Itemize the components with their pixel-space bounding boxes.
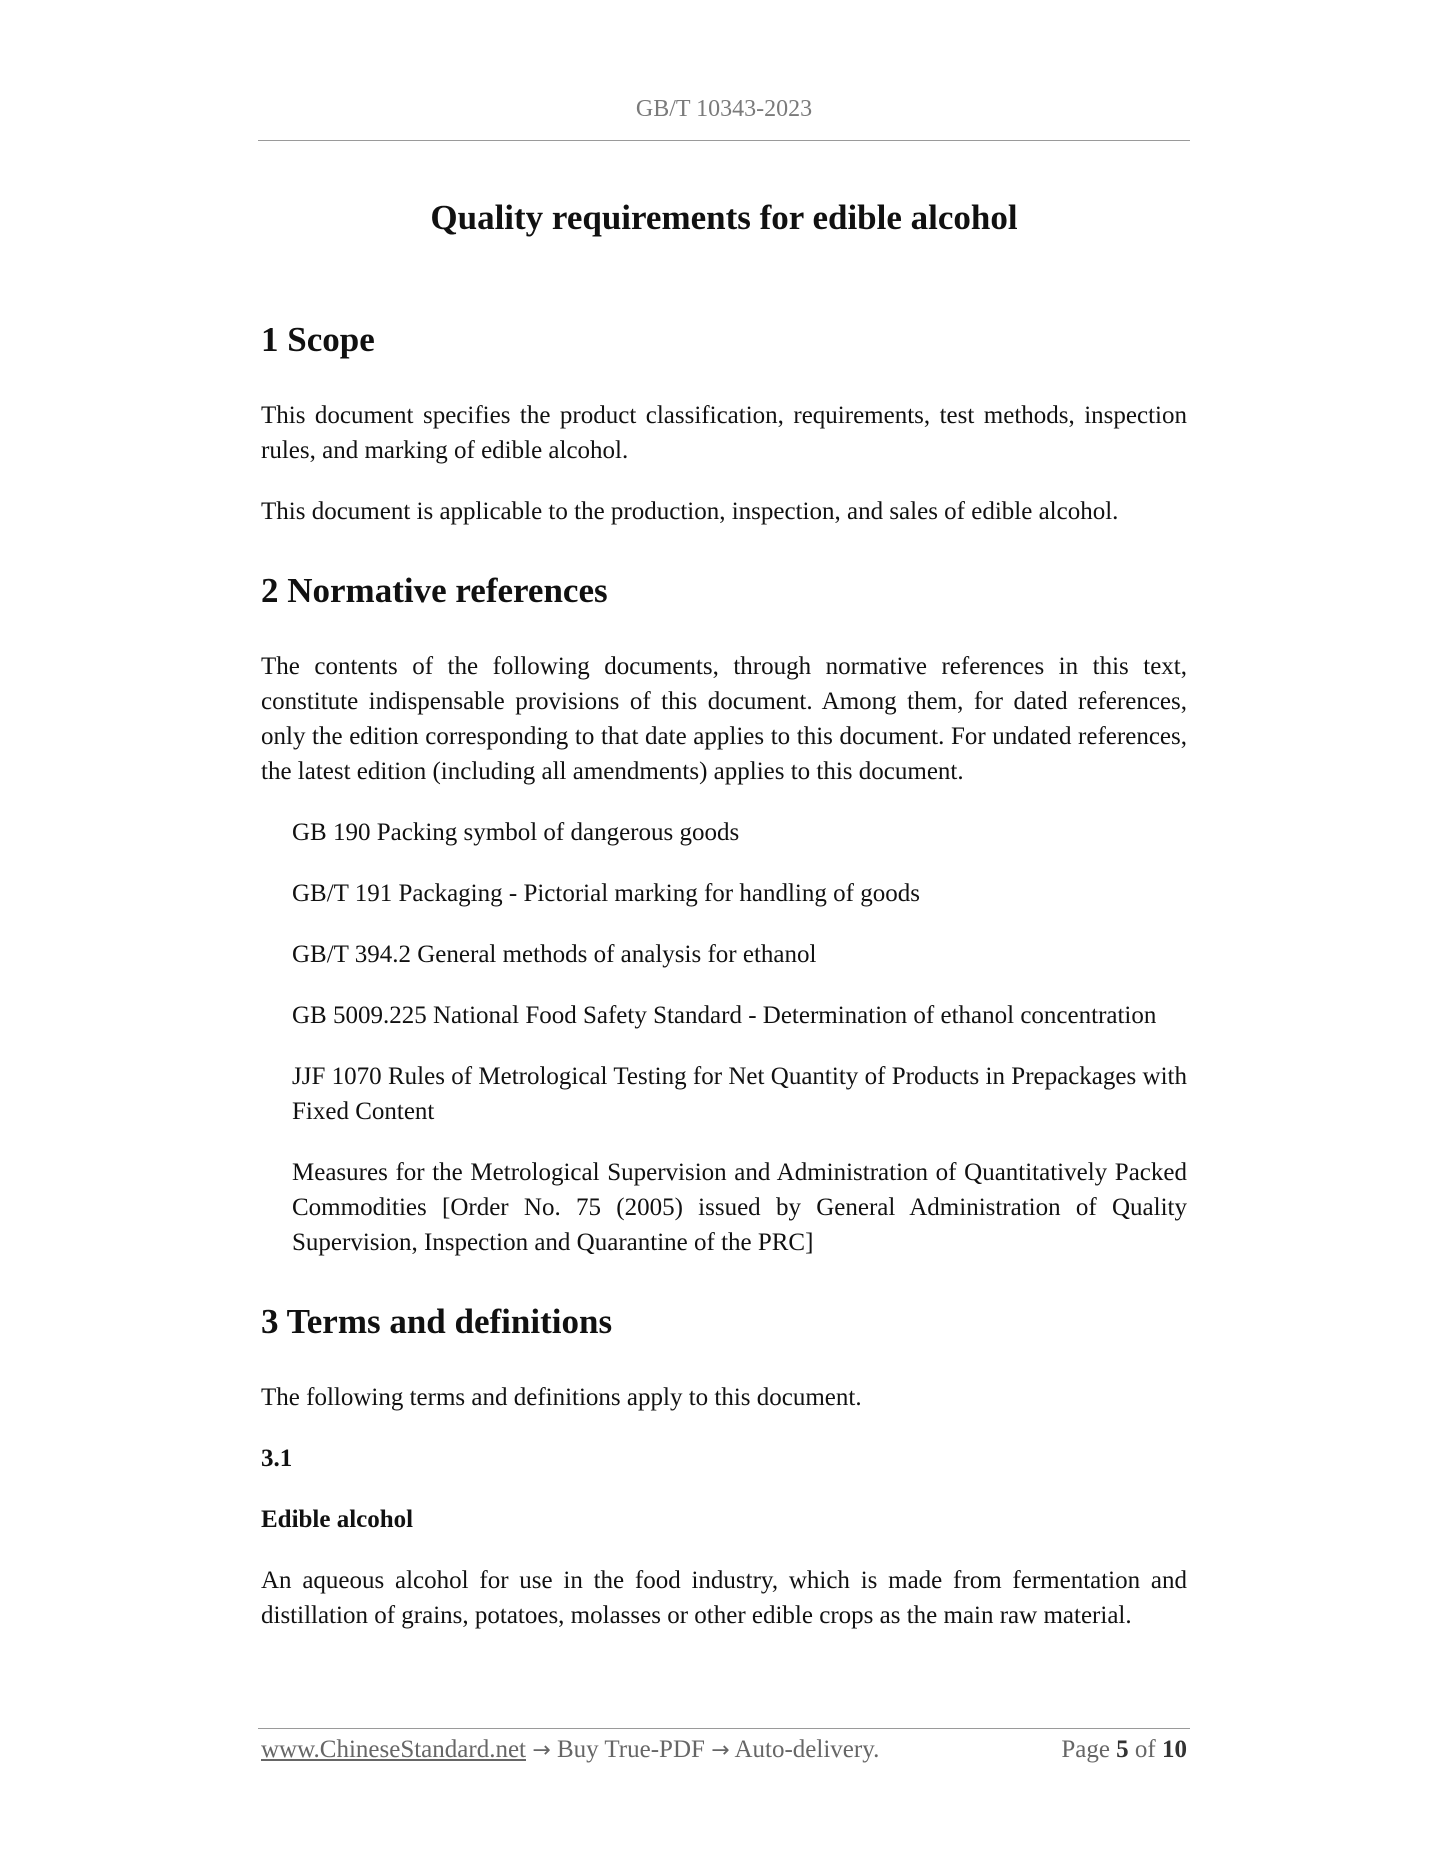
footer-divider: [258, 1728, 1190, 1729]
header-standard-code: GB/T 10343-2023: [635, 96, 813, 122]
term-name: Edible alcohol: [261, 1506, 414, 1533]
reference-item: GB 190 Packing symbol of dangerous goods: [292, 819, 740, 846]
section-heading-terms-definitions: 3 Terms and definitions: [261, 1302, 613, 1341]
page-label: Page: [1061, 1736, 1110, 1763]
reference-item: GB/T 394.2 General methods of analysis for ethanol: [292, 941, 817, 968]
document-title: Quality requirements for edible alcohol: [430, 198, 1018, 237]
scope-paragraph: This document specifies the product classification, requirements, test methods, inspection rules, and marking of edible alcohol.: [261, 402, 1187, 464]
reference-item: JJF 1070 Rules of Metrological Testing for Net Quantity of Products in Prepackages with Fixed Content: [292, 1063, 1187, 1125]
footer-promo: [261, 1732, 879, 1769]
website-link[interactable]: www.ChineseStandard.net: [261, 1736, 526, 1763]
terms-intro-paragraph: The following terms and definitions apply to this document.: [261, 1384, 862, 1411]
reference-item: GB/T 191 Packaging - Pictorial marking for handling of goods: [292, 880, 920, 907]
section-heading-scope: 1 Scope: [261, 320, 375, 359]
total-pages-number: 10: [1162, 1736, 1187, 1763]
section-heading-normative-references: 2 Normative references: [261, 571, 608, 610]
term-number: 3.1: [261, 1445, 293, 1472]
arrow-right-icon: →: [532, 1738, 551, 1763]
header-divider: [258, 140, 1190, 141]
page-content: [261, 196, 1187, 1659]
reference-item: Measures for the Metrological Supervision and Administration of Quantitatively Packed Commodities [Order No. 75 (2005) issued by General Administration of Quality Supervision, Inspection and Quarantine of the PRC]: [292, 1159, 1187, 1256]
normative-intro-paragraph: The contents of the following documents, through normative references in this text, constitute indispensable provisions of this document. Among them, for dated references, only the edition corresponding to that date applies to this document. For undated references, the latest edition (including all amendments) applies to this document.: [261, 653, 1187, 785]
term-definition: An aqueous alcohol for use in the food industry, which is made from fermentation and distillation of grains, potatoes, molasses or other edible crops as the main raw material.: [261, 1567, 1187, 1629]
scope-paragraph: This document is applicable to the production, inspection, and sales of edible alcohol.: [261, 498, 1119, 525]
page-indicator: [1061, 1732, 1187, 1768]
buy-pdf-text: Buy True-PDF: [556, 1736, 705, 1763]
arrow-right-icon: →: [711, 1738, 730, 1763]
auto-delivery-text: Auto-delivery.: [734, 1736, 880, 1763]
reference-item: GB 5009.225 National Food Safety Standard - Determination of ethanol concentration: [292, 1002, 1157, 1029]
current-page-number: 5: [1116, 1736, 1129, 1763]
of-label: of: [1134, 1736, 1156, 1763]
